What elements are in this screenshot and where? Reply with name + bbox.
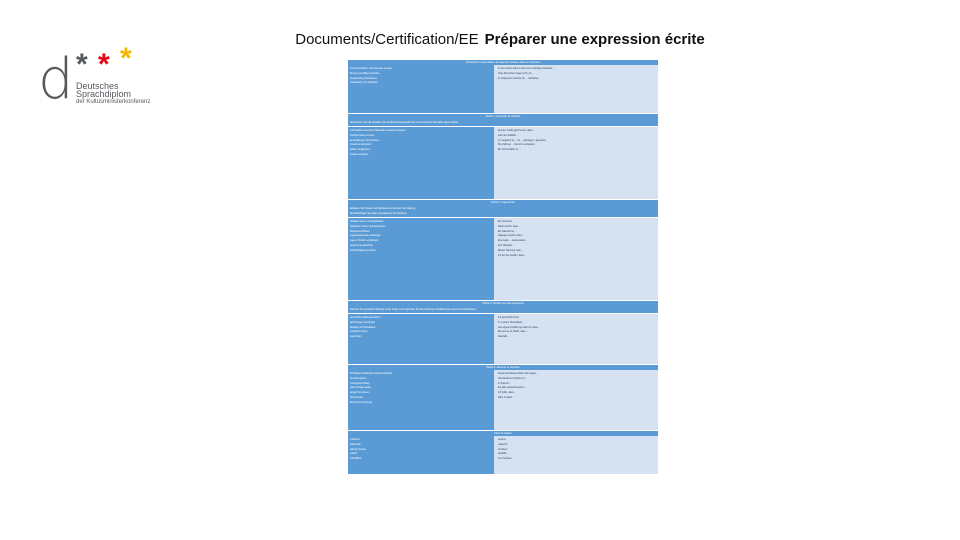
task-item: Gegenargumente widerlegen — [350, 234, 381, 238]
task-item: Appell formulieren — [350, 391, 370, 395]
phrase-item: Abschließend möchte ich ... — [498, 376, 528, 380]
phrase-item: Dafür spricht, dass ... — [498, 224, 521, 228]
task-item: Zahlen vergleichen — [350, 148, 371, 152]
phrase-item: Deshalb ... — [498, 335, 510, 339]
section-row — [348, 314, 658, 364]
section-intro — [348, 205, 658, 217]
task-item: Erfahrungen einbringen — [350, 320, 375, 324]
task-item: Fragestellung formulieren — [350, 76, 378, 80]
task-column — [348, 436, 494, 474]
task-item: Lösungsvorschlag — [350, 381, 370, 385]
task-item: Informationen aus den Materialien zusammenfassen — [350, 129, 406, 132]
task-item: außerdem — [350, 442, 361, 446]
section-row — [348, 370, 658, 430]
task-item: begründen — [350, 335, 362, 339]
phrase-item: Viele Menschen fragen sich, ob ... — [498, 71, 534, 75]
phrase-item: Laut der Statistik ... — [498, 133, 519, 137]
task-item: Ursachen darstellen — [350, 143, 372, 147]
task-item: Argumente gewichten — [350, 243, 374, 247]
task-item: eigene Position entwickeln — [350, 239, 379, 243]
task-item: Beispiele anführen — [350, 229, 370, 233]
phrase-column — [494, 370, 658, 430]
task-column — [348, 127, 494, 199]
task-item: offene Frage stellen — [350, 386, 372, 390]
logo-star: * — [76, 48, 88, 81]
section-heading: Introduction: présentation du sujet de manière claire et motivante — [348, 60, 658, 65]
phrase-item: Aus der Grafik geht hervor, dass ... — [498, 129, 535, 132]
intro-line: Berücksichtigen Sie dabei verschiedene Perspektiven. — [350, 212, 408, 215]
intro-line: Nehmen Sie persönlich Stellung zu der Frage und begründen Sie Ihre Meinung mit Erfahrungen aus Ihrem Heimatland. — [350, 308, 477, 311]
phrase-item: erstens — [498, 438, 506, 441]
phrase-item: zum Schluss — [498, 457, 512, 461]
phrase-item: Die Zahl der ... hat sich verdoppelt. — [498, 143, 536, 147]
phrase-item: Ich bin der Ansicht, dass ... — [498, 253, 527, 257]
phrase-item: In den letzten Jahren wird immer häufiger diskutiert, ... — [498, 67, 556, 70]
phrase-item: Einerseits ... andererseits ... — [498, 239, 528, 243]
phrase-item: trotzdem — [498, 447, 508, 451]
phrase-item: deshalb — [498, 452, 507, 456]
task-item: Wichtigste Gedanken zusammenfassen — [350, 372, 393, 375]
task-item: Schlussfolgerung ziehen — [350, 248, 377, 252]
logo-line: der Kultusministerkonferenz — [76, 99, 151, 105]
phrase-item: Alles in allem ... — [498, 395, 515, 399]
phrase-item: In meinem Heimatland ... — [498, 320, 525, 324]
logo-star: * — [98, 48, 110, 81]
task-item: Überleitung zum Hauptteil — [350, 81, 378, 85]
phrase-item: Ein Nachteil ist ... — [498, 229, 517, 233]
title-main: Préparer une expression écrite — [484, 31, 705, 48]
task-item: Vergleich ziehen — [350, 330, 368, 334]
task-item: Bezug zum Alltag herstellen — [350, 71, 380, 75]
title-path: Documents/Certification/EE — [295, 31, 479, 48]
intro-line: Beschreiben Sie die Situation, die im Material dargestellt wird, und verwenden Sie dabei eigene Worte. — [350, 121, 459, 124]
logo-line: Sprachdiplom — [76, 89, 132, 99]
writing-guide-table — [348, 60, 658, 475]
task-item: Ausblick geben — [350, 376, 367, 380]
phrase-item: Aus eigener Erfahrung weiß ich, dass ... — [498, 325, 541, 329]
section-heading: Partie 4: résumer et conclure — [348, 365, 658, 370]
task-item: schließlich — [350, 457, 362, 461]
section-heading: Mots de liaison — [348, 431, 658, 436]
task-column — [348, 314, 494, 364]
section-row — [348, 65, 658, 113]
phrase-item: Ich hoffe, dass ... — [498, 391, 517, 395]
phrase-item: Im Folgenden möchte ich ... darstellen. — [498, 76, 540, 80]
section-heading: Partie 1: présenter la situation — [348, 114, 658, 119]
page-title — [0, 31, 960, 48]
phrase-item: Es wäre wünschenswert, ... — [498, 386, 528, 390]
phrase-item: Bei uns ist es üblich, dass ... — [498, 330, 529, 334]
task-item: Bezug zur Einleitung — [350, 400, 372, 404]
phrase-item: In Zukunft ... — [498, 381, 512, 385]
section-intro — [348, 119, 658, 126]
phrase-item: Zum Beispiel ... — [498, 243, 515, 247]
section-row — [348, 127, 658, 199]
logo-star: * — [120, 42, 132, 75]
phrase-column — [494, 65, 658, 113]
phrase-column — [494, 436, 658, 474]
logo-line: Deutsches — [76, 81, 119, 91]
phrase-item: Dagegen spricht, dass ... — [498, 234, 525, 238]
task-item: Nachteile nennen und begründen — [350, 224, 386, 228]
phrase-item: weiterhin — [498, 442, 508, 446]
phrase-item: Meiner Meinung nach ... — [498, 248, 524, 252]
phrase-item: Ein Vorteil ist ... — [498, 220, 515, 223]
task-item: Vorteile nennen und begründen — [350, 220, 384, 223]
phrase-item: Im Vergleich zu ... ist ... gestiegen / gesunken. — [498, 138, 547, 142]
section-heading: Partie 3: donner son avis personnel — [348, 301, 658, 306]
task-item: Thema einführen und Interesse wecken — [350, 67, 392, 70]
phrase-item: Ich persönlich finde ... — [498, 316, 522, 319]
task-item: persönliche Meinung äußern — [350, 316, 381, 319]
phrase-item: Ein Grund dafür ist ... — [498, 148, 521, 152]
logo-mark: d — [38, 47, 74, 112]
task-item: Schlusssatz — [350, 395, 363, 399]
phrase-column — [494, 314, 658, 364]
task-item: darüber hinaus — [350, 447, 366, 451]
section-intro — [348, 306, 658, 313]
phrase-column — [494, 127, 658, 199]
phrase-column — [494, 218, 658, 300]
section-row — [348, 436, 658, 474]
task-column — [348, 370, 494, 430]
task-item: Entwicklungen beschreiben — [350, 138, 380, 142]
divider — [348, 474, 658, 475]
task-column — [348, 218, 494, 300]
task-item: jedoch — [350, 452, 358, 456]
task-column — [348, 65, 494, 113]
task-item: Quellen angeben — [350, 152, 369, 156]
intro-line: Erläutern Sie Vorteile und Nachteile und nehmen Sie Stellung. — [350, 207, 416, 210]
section-row — [348, 218, 658, 300]
task-item: wichtige Daten nennen — [350, 133, 375, 137]
section-heading: Partie 2: argumenter — [348, 200, 658, 205]
task-item: zunächst — [350, 438, 360, 441]
phrase-item: Zusammenfassend lässt sich sagen, ... — [498, 372, 540, 375]
task-item: Situation im Heimatland — [350, 325, 376, 329]
